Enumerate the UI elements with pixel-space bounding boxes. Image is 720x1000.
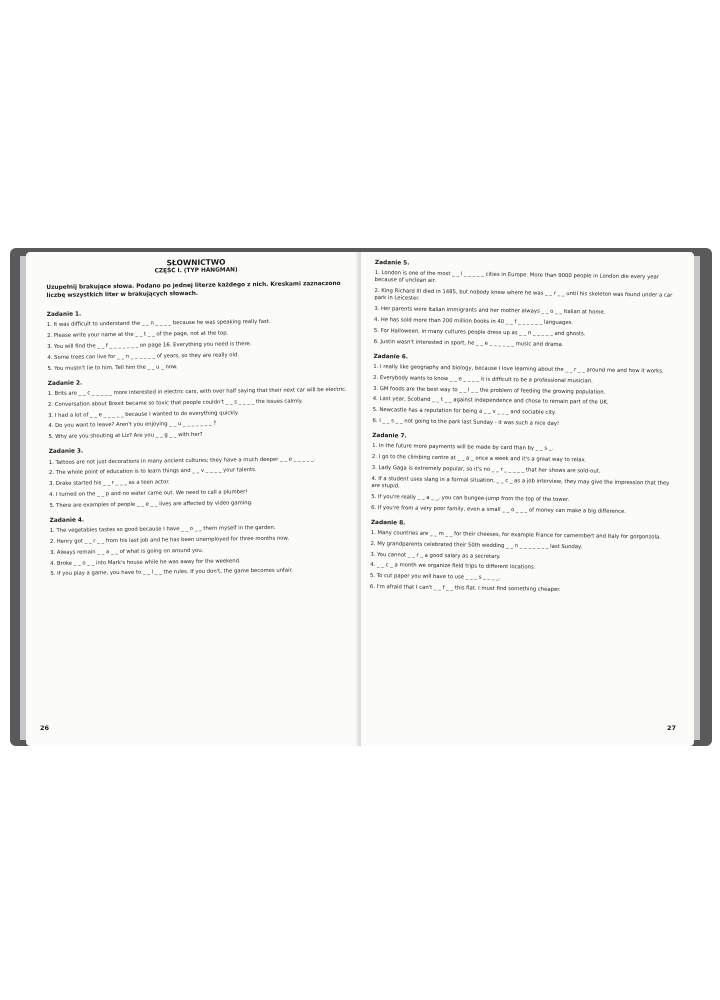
exercise-sentence: 1. It was difficult to understand the _ _ n _ _ _ _ because he was speaking really fast.: [46, 319, 271, 329]
exercise-sentence: 6. I'm afraid that I can't _ _ f _ _ this flat. I must find something cheaper.: [369, 583, 561, 593]
exercise-block: [48, 377, 349, 442]
page-title: SŁOWNICTWO: [166, 257, 226, 268]
exercise-block: [374, 260, 679, 351]
exercise-sentence: 2. Conversation about Brexit became so toxic that people couldn't _ _ s _ _ _ _ the issues calmly.: [47, 398, 303, 408]
left-tasks: [47, 308, 351, 579]
exercise-sentence: 3. You cannot _ _ r _ a good salary as a secretary.: [370, 551, 501, 560]
exercise-sentence: 1. Tattoos are not just decorations in many ancient cultures; they have a much deeper _ _ e _ _ _ _ _.: [48, 455, 316, 466]
exercise-sentence: 4. If a student uses slang in a formal situation, _ _ c _ as a job interview, they may give the impression that they are stupid.: [371, 475, 670, 490]
exercise-heading: Zadanie 8.: [370, 519, 406, 527]
exercise-sentence: 3. Her parents were Italian immigrants and her mother always _ _ o _ _ Italian at home.: [374, 306, 606, 316]
exercise-sentence: 4. Last year, Scotland _ _ t _ _ against independence and chose to remain part of the UK.: [372, 396, 609, 407]
exercise-heading: Zadanie 3.: [48, 448, 84, 456]
exercise-sentence: 1. The vegetables tastes so good because I have _ _ o _ _ them myself in the garden.: [49, 525, 276, 535]
exercise-heading: Zadanie 7.: [372, 433, 407, 440]
exercise-block: [370, 520, 675, 596]
exercise-sentence: 6. Justin wasn't interested in sport, he _ _ e _ _ _ _ _ _ music and drama.: [373, 338, 564, 348]
exercise-sentence: 4. I turned on the _ _ p and no water came out. We need to call a plumber!: [49, 489, 248, 498]
exercise-sentence: 5. There are examples of people _ _ e _ _ lives are affected by video gaming.: [49, 499, 253, 509]
exercise-sentence: 3. I had a lot of _ _ e _ _ _ _ _ because I wanted to do everything quickly.: [48, 409, 239, 419]
exercise-sentence: 2. Please write your name at the _ _ t _ _ of the page, not at the top.: [47, 330, 229, 340]
exercise-sentence: 5. Why are you shouting at Liz? Are you _ _ g _ _ with her?: [48, 432, 203, 441]
exercise-sentence: 1. Brits are _ _ c _ _ _ _ _ more interested in electric cars, with over half saying that their next car will be electric.: [47, 386, 347, 397]
right-tasks: [370, 260, 679, 596]
exercise-sentence: 3. GM foods are the best way to _ _ l _ _ the problem of feeding the growing population.: [372, 385, 606, 396]
exercise-heading: Zadanie 2.: [47, 380, 83, 387]
exercise-sentence: 5. You mustn't lie to him. Tell him the _ _ u _ now.: [47, 363, 178, 372]
exercise-sentence: 1. I really like geography and biology, because I love learning about the _ _ r _ _ around me and how it works.: [373, 363, 664, 375]
exercise-sentence: 2. My grandparents celebrated their 50th wedding _ _ n _ _ _ _ _ _ _ last Sunday.: [370, 540, 583, 551]
exercise-sentence: 2. King Richard III died in 1485, but nobody knew where he was _ _ r _ _ until his skeleton was found under a car park in Leicester.: [374, 288, 673, 303]
exercise-sentence: 5. To cut paper you will have to use _ _ _ s _ _ _ _.: [369, 573, 501, 582]
exercise-sentence: 5. If you play a game, you have to _ _ l _ _ the rules. If you don't, the game becomes unfair.: [50, 567, 294, 578]
exercise-sentence: 3. Drake started his _ _ r _ _ _ as a teen actor.: [49, 479, 170, 488]
exercise-sentence: 6. I _ _ s _ _ not going to the park last Sunday - it was such a nice day!: [372, 417, 560, 427]
exercise-sentence: 1. Many countries are _ _ m _ _ for their cheeses, for example France for camembert and Italy for gorgonzola.: [370, 529, 661, 541]
exercise-sentence: 4. Do you want to leave? Aren't you enjoying _ _ u _ _ _ _ _ _ _ ?: [48, 421, 217, 430]
page-number-left: 26: [40, 724, 50, 732]
exercise-sentence: 5. Newcastle has a reputation for being a _ _ v _ _ _ and sociable city.: [372, 407, 556, 417]
exercise-heading: Zadanie 4.: [49, 517, 85, 524]
exercise-block: [47, 308, 348, 373]
exercise-block: [371, 433, 676, 516]
exercise-heading: Zadanie 6.: [373, 353, 409, 361]
exercise-sentence: 1. London is one of the most _ _ l _ _ _ _ _ cities in Europe. More than 9000 people in London die every year because of unclean air.: [374, 270, 660, 285]
exercise-sentence: 2. I go to the climbing centre at _ _ a _ once a week and it's a great way to relax.: [371, 454, 587, 464]
exercise-sentence: 4. Some trees can live for _ _ n _ _ _ _ _ _ of years, so they are really old.: [47, 352, 240, 361]
exercise-block: [50, 514, 351, 579]
exercise-sentence: 3. You will find the _ _ f _ _ _ _ _ _ _ on page 16. Everything you need is there.: [47, 341, 252, 350]
page-subtitle: CZĘŚĆ I. (TYP HANGMAN): [154, 267, 238, 275]
exercise-block: [372, 354, 677, 430]
exercise-sentence: 2. Henry got _ _ r _ _ from his last job and he has been unemployed for three months now.: [49, 535, 290, 545]
exercise-sentence: 4. _ _ c _ a month we organize field trips to different locations.: [370, 562, 536, 571]
instructions: Uzupełnij brakujące słowa. Podano po jednej literze każdego z nich. Kreskami zaznaczono liczbę wszystkich liter w brakujących słowach.: [46, 281, 341, 299]
right-page: [361, 252, 694, 746]
exercise-sentence: 6. If you're from a very poor family, even a small _ _ o _ _ _ of money can make a big difference.: [371, 504, 627, 515]
exercise-sentence: 3. Always remain _ _ a _ _ of what is going on around you.: [50, 547, 204, 556]
exercise-sentence: 2. Everybody wants to know _ _ e _ _ _ _ it is difficult to be a professional musician.: [373, 374, 593, 385]
exercise-sentence: 5. For Halloween, in many cultures people dress up as _ _ n _ _ _ _ _ and ghosts.: [373, 327, 586, 338]
left-page: [26, 252, 359, 746]
exercise-heading: Zadanie 5.: [374, 260, 410, 267]
exercise-sentence: 3. Lady Gaga is extremely popular, so it's no _ _ r _ _ _ _ _ that her shows are sold-out.: [371, 464, 601, 475]
exercise-sentence: 1. In the future more payments will be made by card than by _ _ s _.: [372, 443, 554, 453]
page-number-right: 27: [666, 724, 676, 732]
exercise-sentence: 2. The whole point of education is to learn things and _ _ v _ _ _ _ your talents.: [48, 467, 257, 477]
exercise-sentence: 4. He has sold more than 200 million books in 40 _ _ f _ _ _ _ _ _ languages.: [374, 316, 574, 327]
exercise-sentence: 4. Broke _ _ o _ _ into Mark's house while he was away for the weekend.: [50, 557, 241, 567]
exercise-block: [49, 445, 350, 510]
exercise-sentence: 5. If you're really _ _ a _ _, you can bungee-jump from the top of the tower.: [371, 493, 570, 503]
exercise-heading: Zadanie 1.: [46, 311, 82, 319]
